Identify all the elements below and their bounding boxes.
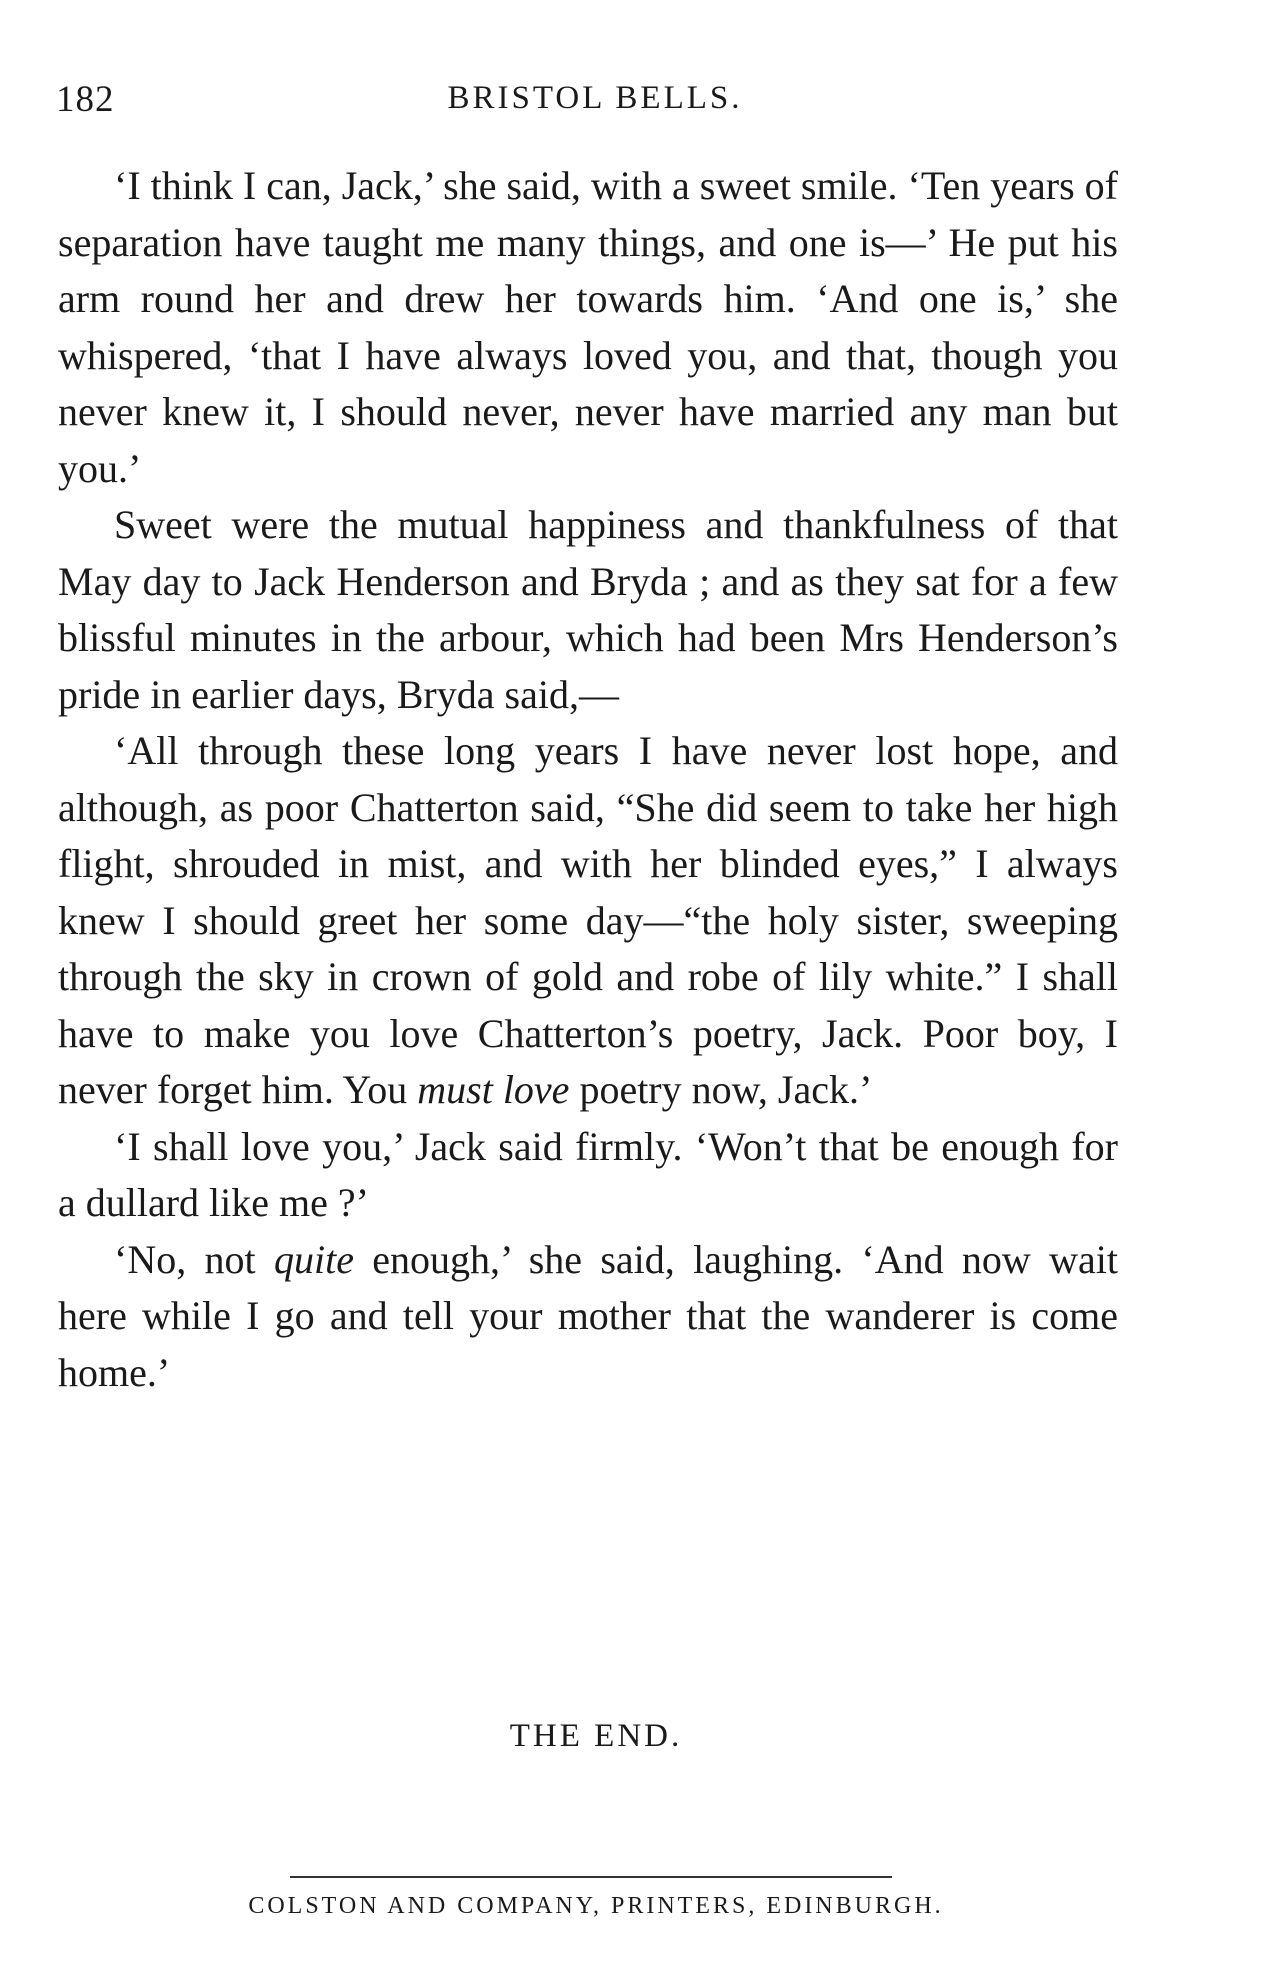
paragraph-4-text: ‘I shall love you,’ Jack said firmly. ‘Won’t that be enough for a dullard like me ?’ <box>58 1123 1118 1225</box>
body-text <box>58 158 1118 1401</box>
paragraph-5-emphasis: quite <box>273 1236 354 1282</box>
footer-rule <box>290 1876 892 1878</box>
paragraph-3-emphasis: must love <box>417 1067 570 1112</box>
the-end-heading: THE END. <box>509 1718 683 1754</box>
printer-imprint: COLSTON AND COMPANY, PRINTERS, EDINBURGH. <box>248 1893 944 1919</box>
paragraph-2 <box>58 497 1118 723</box>
paragraph-5 <box>58 1232 1118 1402</box>
paragraph-3-text-b: poetry now, Jack.’ <box>569 1067 873 1112</box>
paragraph-2-text: Sweet were the mutual happiness and thankfulness of that May day to Jack Henderson and Bryda ; and as they sat for a few blissful minutes in the arbour, which had been Mrs Henderson’s pride in earlier days, Bryda said,— <box>58 502 1118 717</box>
paragraph-1 <box>58 158 1118 497</box>
paragraph-4 <box>58 1119 1118 1232</box>
paragraph-3 <box>58 723 1118 1119</box>
running-title: BRISTOL BELLS. <box>447 80 743 116</box>
paragraph-5-text-b: enough,’ she said, laughing. ‘And now wait here while I go and tell your mother that the wanderer is come home.’ <box>58 1236 1118 1395</box>
page-number: 182 <box>56 79 115 120</box>
paragraph-5-text-a: ‘No, not <box>114 1236 274 1282</box>
paragraph-1-text: ‘I think I can, Jack,’ she said, with a sweet smile. ‘Ten years of separation have taught me many things, and one is—’ He put his arm round her and drew her towards him. ‘And one is,’ she whispered, ‘that I have always loved you, and that, though you never knew it, I should never, never have married any man but you.’ <box>58 163 1118 491</box>
paragraph-3-text-a: ‘All through these long years I have never lost hope, and although, as poor Chatterton said, “She did seem to take her high flight, shrouded in mist, and with her blinded eyes,” I always knew I should greet her some day—“the holy sister, sweeping through the sky in crown of gold and robe of lily white.” I shall have to make you love Chatterton’s poetry, Jack. Poor boy, I never forget him. You <box>58 728 1118 1112</box>
running-head <box>56 78 1116 122</box>
